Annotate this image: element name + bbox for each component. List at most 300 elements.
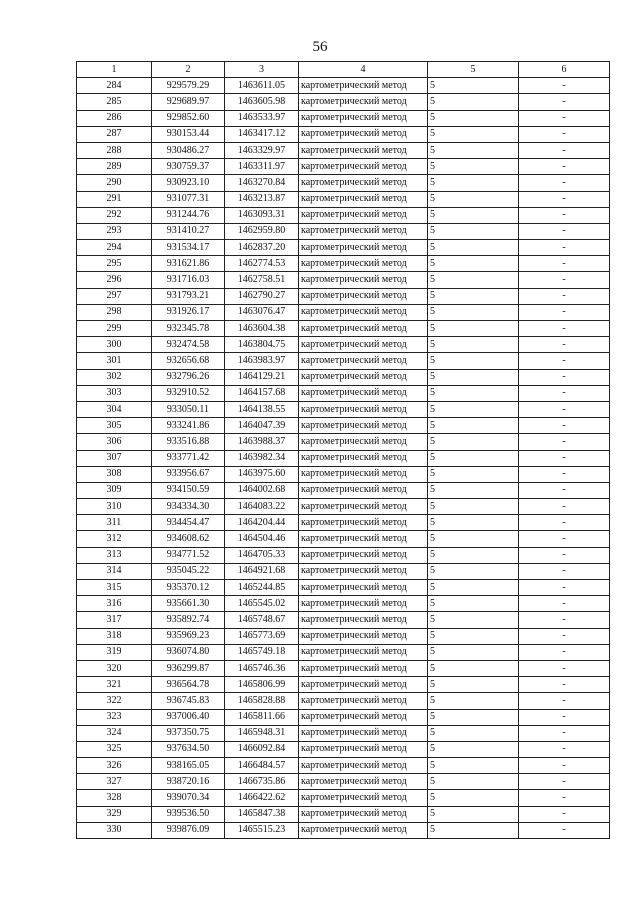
- table-row: [77, 466, 610, 482]
- table-row: [77, 418, 610, 434]
- y-coordinate-cell: 1463982.34: [225, 450, 299, 466]
- point-number-cell: 295: [77, 256, 152, 272]
- x-coordinate-cell: 930153.44: [152, 126, 225, 142]
- y-coordinate-cell: 1464138.55: [225, 401, 299, 417]
- method-cell: картометрический метод: [299, 741, 428, 757]
- table-row: [77, 806, 610, 822]
- accuracy-cell: 5: [428, 385, 519, 401]
- column-header-4: 4: [299, 62, 428, 78]
- method-cell: картометрический метод: [299, 353, 428, 369]
- column-header-1: 1: [77, 62, 152, 78]
- method-cell: картометрический метод: [299, 596, 428, 612]
- accuracy-cell: 5: [428, 725, 519, 741]
- note-cell: -: [519, 482, 610, 498]
- method-cell: картометрический метод: [299, 369, 428, 385]
- method-cell: картометрический метод: [299, 337, 428, 353]
- note-cell: -: [519, 418, 610, 434]
- method-cell: картометрический метод: [299, 677, 428, 693]
- point-number-cell: 286: [77, 110, 152, 126]
- accuracy-cell: 5: [428, 677, 519, 693]
- x-coordinate-cell: 933050.11: [152, 401, 225, 417]
- y-coordinate-cell: 1464504.46: [225, 531, 299, 547]
- x-coordinate-cell: 929852.60: [152, 110, 225, 126]
- y-coordinate-cell: 1465545.02: [225, 596, 299, 612]
- y-coordinate-cell: 1465811.66: [225, 709, 299, 725]
- method-cell: картометрический метод: [299, 207, 428, 223]
- note-cell: -: [519, 628, 610, 644]
- note-cell: -: [519, 660, 610, 676]
- method-cell: картометрический метод: [299, 110, 428, 126]
- x-coordinate-cell: 932796.26: [152, 369, 225, 385]
- note-cell: -: [519, 580, 610, 596]
- note-cell: -: [519, 725, 610, 741]
- point-number-cell: 305: [77, 418, 152, 434]
- y-coordinate-cell: 1466735.86: [225, 774, 299, 790]
- y-coordinate-cell: 1463988.37: [225, 434, 299, 450]
- x-coordinate-cell: 939070.34: [152, 790, 225, 806]
- point-number-cell: 312: [77, 531, 152, 547]
- method-cell: картометрический метод: [299, 563, 428, 579]
- x-coordinate-cell: 933771.42: [152, 450, 225, 466]
- table-row: [77, 547, 610, 563]
- method-cell: картометрический метод: [299, 580, 428, 596]
- y-coordinate-cell: 1463213.87: [225, 191, 299, 207]
- x-coordinate-cell: 933956.67: [152, 466, 225, 482]
- x-coordinate-cell: 931716.03: [152, 272, 225, 288]
- note-cell: -: [519, 175, 610, 191]
- table-row: [77, 822, 610, 838]
- x-coordinate-cell: 935661.30: [152, 596, 225, 612]
- accuracy-cell: 5: [428, 337, 519, 353]
- y-coordinate-cell: 1463983.97: [225, 353, 299, 369]
- y-coordinate-cell: 1464129.21: [225, 369, 299, 385]
- method-cell: картометрический метод: [299, 644, 428, 660]
- x-coordinate-cell: 936299.87: [152, 660, 225, 676]
- note-cell: -: [519, 191, 610, 207]
- table-row: [77, 337, 610, 353]
- accuracy-cell: 5: [428, 94, 519, 110]
- point-number-cell: 288: [77, 142, 152, 158]
- note-cell: -: [519, 288, 610, 304]
- point-number-cell: 303: [77, 385, 152, 401]
- y-coordinate-cell: 1466092.84: [225, 741, 299, 757]
- accuracy-cell: 5: [428, 369, 519, 385]
- point-number-cell: 291: [77, 191, 152, 207]
- x-coordinate-cell: 932656.68: [152, 353, 225, 369]
- accuracy-cell: 5: [428, 191, 519, 207]
- x-coordinate-cell: 929579.29: [152, 78, 225, 94]
- y-coordinate-cell: 1463605.98: [225, 94, 299, 110]
- method-cell: картометрический метод: [299, 758, 428, 774]
- x-coordinate-cell: 933516.88: [152, 434, 225, 450]
- table-row: [77, 482, 610, 498]
- method-cell: картометрический метод: [299, 547, 428, 563]
- method-cell: картометрический метод: [299, 515, 428, 531]
- method-cell: картометрический метод: [299, 191, 428, 207]
- x-coordinate-cell: 930759.37: [152, 159, 225, 175]
- note-cell: -: [519, 612, 610, 628]
- accuracy-cell: 5: [428, 709, 519, 725]
- table-row: [77, 240, 610, 256]
- accuracy-cell: 5: [428, 806, 519, 822]
- point-number-cell: 330: [77, 822, 152, 838]
- y-coordinate-cell: 1463804.75: [225, 337, 299, 353]
- column-header-6: 6: [519, 62, 610, 78]
- x-coordinate-cell: 934334.30: [152, 499, 225, 515]
- table-row: [77, 741, 610, 757]
- accuracy-cell: 5: [428, 628, 519, 644]
- accuracy-cell: 5: [428, 159, 519, 175]
- y-coordinate-cell: 1465746.36: [225, 660, 299, 676]
- table-row: [77, 725, 610, 741]
- point-number-cell: 319: [77, 644, 152, 660]
- x-coordinate-cell: 932474.58: [152, 337, 225, 353]
- x-coordinate-cell: 939536.50: [152, 806, 225, 822]
- point-number-cell: 327: [77, 774, 152, 790]
- accuracy-cell: 5: [428, 466, 519, 482]
- x-coordinate-cell: 931077.31: [152, 191, 225, 207]
- y-coordinate-cell: 1465806.99: [225, 677, 299, 693]
- x-coordinate-cell: 936745.83: [152, 693, 225, 709]
- accuracy-cell: 5: [428, 790, 519, 806]
- table-row: [77, 434, 610, 450]
- column-header-3: 3: [225, 62, 299, 78]
- table-row: [77, 385, 610, 401]
- x-coordinate-cell: 932345.78: [152, 321, 225, 337]
- method-cell: картометрический метод: [299, 822, 428, 838]
- note-cell: -: [519, 159, 610, 175]
- note-cell: -: [519, 644, 610, 660]
- x-coordinate-cell: 937006.40: [152, 709, 225, 725]
- note-cell: -: [519, 94, 610, 110]
- note-cell: -: [519, 822, 610, 838]
- accuracy-cell: 5: [428, 304, 519, 320]
- table-row: [77, 563, 610, 579]
- method-cell: картометрический метод: [299, 418, 428, 434]
- note-cell: -: [519, 466, 610, 482]
- y-coordinate-cell: 1463311.97: [225, 159, 299, 175]
- y-coordinate-cell: 1466484.57: [225, 758, 299, 774]
- accuracy-cell: 5: [428, 401, 519, 417]
- page-number: 56: [312, 39, 328, 55]
- note-cell: -: [519, 790, 610, 806]
- point-number-cell: 299: [77, 321, 152, 337]
- point-number-cell: 296: [77, 272, 152, 288]
- point-number-cell: 302: [77, 369, 152, 385]
- note-cell: -: [519, 207, 610, 223]
- accuracy-cell: 5: [428, 741, 519, 757]
- accuracy-cell: 5: [428, 660, 519, 676]
- x-coordinate-cell: 930923.10: [152, 175, 225, 191]
- note-cell: -: [519, 693, 610, 709]
- accuracy-cell: 5: [428, 499, 519, 515]
- table-row: [77, 790, 610, 806]
- method-cell: картометрический метод: [299, 774, 428, 790]
- x-coordinate-cell: 935969.23: [152, 628, 225, 644]
- y-coordinate-cell: 1466422.62: [225, 790, 299, 806]
- accuracy-cell: 5: [428, 693, 519, 709]
- accuracy-cell: 5: [428, 450, 519, 466]
- point-number-cell: 328: [77, 790, 152, 806]
- accuracy-cell: 5: [428, 596, 519, 612]
- method-cell: картометрический метод: [299, 288, 428, 304]
- point-number-cell: 300: [77, 337, 152, 353]
- y-coordinate-cell: 1462790.27: [225, 288, 299, 304]
- point-number-cell: 290: [77, 175, 152, 191]
- table-header-row: [77, 62, 610, 78]
- method-cell: картометрический метод: [299, 806, 428, 822]
- point-number-cell: 315: [77, 580, 152, 596]
- y-coordinate-cell: 1465748.67: [225, 612, 299, 628]
- method-cell: картометрический метод: [299, 240, 428, 256]
- accuracy-cell: 5: [428, 418, 519, 434]
- note-cell: -: [519, 677, 610, 693]
- note-cell: -: [519, 806, 610, 822]
- point-number-cell: 313: [77, 547, 152, 563]
- accuracy-cell: 5: [428, 515, 519, 531]
- table-row: [77, 142, 610, 158]
- table-row: [77, 223, 610, 239]
- note-cell: -: [519, 709, 610, 725]
- table-row: [77, 644, 610, 660]
- point-number-cell: 284: [77, 78, 152, 94]
- table-row: [77, 580, 610, 596]
- point-number-cell: 298: [77, 304, 152, 320]
- note-cell: -: [519, 434, 610, 450]
- note-cell: -: [519, 256, 610, 272]
- method-cell: картометрический метод: [299, 725, 428, 741]
- table-row: [77, 499, 610, 515]
- point-number-cell: 329: [77, 806, 152, 822]
- y-coordinate-cell: 1464157.68: [225, 385, 299, 401]
- table-row: [77, 693, 610, 709]
- table-row: [77, 401, 610, 417]
- method-cell: картометрический метод: [299, 78, 428, 94]
- point-number-cell: 294: [77, 240, 152, 256]
- point-number-cell: 316: [77, 596, 152, 612]
- y-coordinate-cell: 1465773.69: [225, 628, 299, 644]
- method-cell: картометрический метод: [299, 175, 428, 191]
- accuracy-cell: 5: [428, 78, 519, 94]
- method-cell: картометрический метод: [299, 94, 428, 110]
- x-coordinate-cell: 935892.74: [152, 612, 225, 628]
- x-coordinate-cell: 931244.76: [152, 207, 225, 223]
- x-coordinate-cell: 938165.05: [152, 758, 225, 774]
- method-cell: картометрический метод: [299, 660, 428, 676]
- table-row: [77, 353, 610, 369]
- y-coordinate-cell: 1462959.80: [225, 223, 299, 239]
- x-coordinate-cell: 932910.52: [152, 385, 225, 401]
- point-number-cell: 325: [77, 741, 152, 757]
- x-coordinate-cell: 939876.09: [152, 822, 225, 838]
- method-cell: картометрический метод: [299, 499, 428, 515]
- accuracy-cell: 5: [428, 547, 519, 563]
- accuracy-cell: 5: [428, 272, 519, 288]
- table-row: [77, 709, 610, 725]
- method-cell: картометрический метод: [299, 304, 428, 320]
- y-coordinate-cell: 1465244.85: [225, 580, 299, 596]
- note-cell: -: [519, 758, 610, 774]
- table-row: [77, 78, 610, 94]
- x-coordinate-cell: 934454.47: [152, 515, 225, 531]
- table-row: [77, 758, 610, 774]
- table-row: [77, 126, 610, 142]
- point-number-cell: 307: [77, 450, 152, 466]
- method-cell: картометрический метод: [299, 385, 428, 401]
- table-row: [77, 288, 610, 304]
- x-coordinate-cell: 931793.21: [152, 288, 225, 304]
- table-row: [77, 321, 610, 337]
- accuracy-cell: 5: [428, 223, 519, 239]
- y-coordinate-cell: 1465749.18: [225, 644, 299, 660]
- note-cell: -: [519, 223, 610, 239]
- point-number-cell: 321: [77, 677, 152, 693]
- coordinates-table: [76, 61, 610, 839]
- table-row: [77, 304, 610, 320]
- table-row: [77, 159, 610, 175]
- accuracy-cell: 5: [428, 288, 519, 304]
- accuracy-cell: 5: [428, 612, 519, 628]
- accuracy-cell: 5: [428, 207, 519, 223]
- note-cell: -: [519, 531, 610, 547]
- y-coordinate-cell: 1462774.53: [225, 256, 299, 272]
- y-coordinate-cell: 1463076.47: [225, 304, 299, 320]
- table-row: [77, 515, 610, 531]
- y-coordinate-cell: 1464002.68: [225, 482, 299, 498]
- method-cell: картометрический метод: [299, 434, 428, 450]
- table-row: [77, 450, 610, 466]
- table-row: [77, 531, 610, 547]
- note-cell: -: [519, 515, 610, 531]
- column-header-5: 5: [428, 62, 519, 78]
- method-cell: картометрический метод: [299, 401, 428, 417]
- y-coordinate-cell: 1463417.12: [225, 126, 299, 142]
- point-number-cell: 287: [77, 126, 152, 142]
- y-coordinate-cell: 1463270.84: [225, 175, 299, 191]
- x-coordinate-cell: 934150.59: [152, 482, 225, 498]
- y-coordinate-cell: 1464921.68: [225, 563, 299, 579]
- accuracy-cell: 5: [428, 644, 519, 660]
- note-cell: -: [519, 547, 610, 563]
- note-cell: -: [519, 774, 610, 790]
- x-coordinate-cell: 935045.22: [152, 563, 225, 579]
- y-coordinate-cell: 1464083.22: [225, 499, 299, 515]
- point-number-cell: 326: [77, 758, 152, 774]
- accuracy-cell: 5: [428, 822, 519, 838]
- note-cell: -: [519, 401, 610, 417]
- method-cell: картометрический метод: [299, 612, 428, 628]
- point-number-cell: 309: [77, 482, 152, 498]
- point-number-cell: 292: [77, 207, 152, 223]
- method-cell: картометрический метод: [299, 126, 428, 142]
- x-coordinate-cell: 935370.12: [152, 580, 225, 596]
- note-cell: -: [519, 142, 610, 158]
- accuracy-cell: 5: [428, 110, 519, 126]
- table-body: [77, 78, 610, 839]
- note-cell: -: [519, 385, 610, 401]
- y-coordinate-cell: 1465847.38: [225, 806, 299, 822]
- note-cell: -: [519, 321, 610, 337]
- accuracy-cell: 5: [428, 175, 519, 191]
- note-cell: -: [519, 450, 610, 466]
- accuracy-cell: 5: [428, 142, 519, 158]
- y-coordinate-cell: 1465948.31: [225, 725, 299, 741]
- method-cell: картометрический метод: [299, 223, 428, 239]
- accuracy-cell: 5: [428, 321, 519, 337]
- y-coordinate-cell: 1465828.88: [225, 693, 299, 709]
- y-coordinate-cell: 1463604.38: [225, 321, 299, 337]
- table-row: [77, 628, 610, 644]
- method-cell: картометрический метод: [299, 159, 428, 175]
- y-coordinate-cell: 1463533.97: [225, 110, 299, 126]
- note-cell: -: [519, 353, 610, 369]
- point-number-cell: 314: [77, 563, 152, 579]
- accuracy-cell: 5: [428, 580, 519, 596]
- y-coordinate-cell: 1463975.60: [225, 466, 299, 482]
- table-row: [77, 256, 610, 272]
- note-cell: -: [519, 110, 610, 126]
- point-number-cell: 324: [77, 725, 152, 741]
- x-coordinate-cell: 931410.27: [152, 223, 225, 239]
- y-coordinate-cell: 1462758.51: [225, 272, 299, 288]
- table-row: [77, 596, 610, 612]
- table-row: [77, 175, 610, 191]
- point-number-cell: 297: [77, 288, 152, 304]
- y-coordinate-cell: 1464204.44: [225, 515, 299, 531]
- accuracy-cell: 5: [428, 774, 519, 790]
- table-row: [77, 677, 610, 693]
- method-cell: картометрический метод: [299, 466, 428, 482]
- column-header-2: 2: [152, 62, 225, 78]
- note-cell: -: [519, 272, 610, 288]
- table-row: [77, 272, 610, 288]
- method-cell: картометрический метод: [299, 709, 428, 725]
- x-coordinate-cell: 938720.16: [152, 774, 225, 790]
- point-number-cell: 318: [77, 628, 152, 644]
- point-number-cell: 289: [77, 159, 152, 175]
- table-row: [77, 94, 610, 110]
- point-number-cell: 310: [77, 499, 152, 515]
- point-number-cell: 323: [77, 709, 152, 725]
- accuracy-cell: 5: [428, 256, 519, 272]
- method-cell: картометрический метод: [299, 272, 428, 288]
- point-number-cell: 285: [77, 94, 152, 110]
- method-cell: картометрический метод: [299, 482, 428, 498]
- method-cell: картометрический метод: [299, 321, 428, 337]
- x-coordinate-cell: 933241.86: [152, 418, 225, 434]
- accuracy-cell: 5: [428, 758, 519, 774]
- method-cell: картометрический метод: [299, 693, 428, 709]
- note-cell: -: [519, 596, 610, 612]
- y-coordinate-cell: 1464047.39: [225, 418, 299, 434]
- point-number-cell: 311: [77, 515, 152, 531]
- note-cell: -: [519, 369, 610, 385]
- y-coordinate-cell: 1463611.05: [225, 78, 299, 94]
- note-cell: -: [519, 563, 610, 579]
- point-number-cell: 301: [77, 353, 152, 369]
- table-row: [77, 191, 610, 207]
- table-row: [77, 774, 610, 790]
- table-row: [77, 207, 610, 223]
- x-coordinate-cell: 931621.86: [152, 256, 225, 272]
- accuracy-cell: 5: [428, 531, 519, 547]
- x-coordinate-cell: 937350.75: [152, 725, 225, 741]
- accuracy-cell: 5: [428, 434, 519, 450]
- note-cell: -: [519, 240, 610, 256]
- accuracy-cell: 5: [428, 482, 519, 498]
- y-coordinate-cell: 1462837.20: [225, 240, 299, 256]
- point-number-cell: 306: [77, 434, 152, 450]
